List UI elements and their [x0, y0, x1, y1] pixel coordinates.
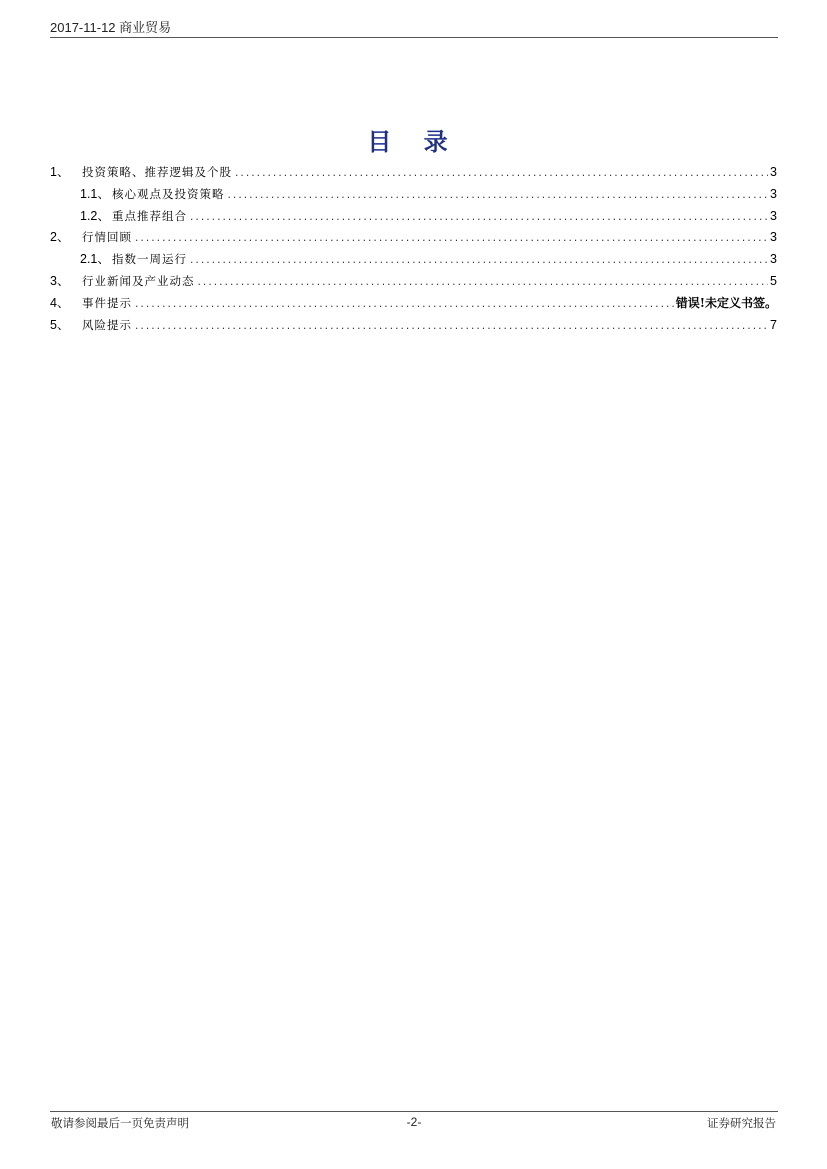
toc-entry-number: 1.2、 [80, 208, 110, 223]
toc-title: 目 录 [367, 128, 460, 156]
toc-entry-page: 7 [770, 317, 777, 332]
toc-leader-dots [227, 186, 769, 208]
footer-disclaimer: 敬请参阅最后一页免责声明 [51, 1116, 189, 1130]
toc-entry-title: 行情回顾 [82, 230, 132, 245]
toc-entry-number: 3、 [50, 273, 70, 288]
page-footer [50, 1111, 778, 1132]
toc-entry[interactable] [50, 271, 777, 293]
toc-entry[interactable] [50, 315, 777, 337]
toc-entry[interactable] [50, 206, 777, 228]
toc-entry-title: 行业新闻及产业动态 [82, 273, 195, 288]
toc-entry-page: 3 [770, 186, 777, 201]
toc-entry[interactable] [50, 184, 777, 206]
toc-entry-number: 1、 [50, 165, 70, 179]
toc-entry-number: 2.1、 [80, 252, 110, 267]
page-header [50, 20, 778, 38]
footer-page-number: -2- [406, 1115, 422, 1129]
toc-entry-number: 2、 [50, 230, 70, 245]
toc-entry-title: 投资策略、推荐逻辑及个股 [82, 165, 232, 179]
toc-entry-page: 3 [770, 252, 777, 267]
toc-entry-title: 风险提示 [82, 317, 132, 332]
toc-entry[interactable] [50, 227, 777, 249]
table-of-contents [50, 162, 777, 336]
toc-entry-page: 5 [770, 273, 777, 288]
toc-entry-page-error: 错误!未定义书签。 [675, 295, 777, 310]
toc-entry-page: 3 [770, 208, 777, 223]
toc-leader-dots [134, 295, 674, 317]
toc-entry[interactable] [50, 162, 777, 184]
toc-entry-number: 1.1、 [80, 186, 110, 201]
toc-entry-title: 核心观点及投资策略 [112, 186, 225, 201]
toc-leader-dots [189, 208, 768, 230]
toc-entry[interactable] [50, 249, 777, 271]
toc-leader-dots [134, 317, 768, 339]
toc-leader-dots [189, 251, 768, 273]
toc-leader-dots [134, 229, 768, 251]
toc-entry-number: 5、 [50, 317, 70, 332]
footer-brand: 证券研究报告 [707, 1116, 776, 1130]
toc-entry-title: 事件提示 [82, 295, 132, 310]
toc-entry-number: 4、 [50, 295, 70, 310]
toc-entry-page: 3 [770, 230, 777, 245]
toc-entry-title: 重点推荐组合 [112, 208, 187, 223]
toc-leader-dots [197, 273, 769, 295]
toc-entry-page: 3 [770, 165, 777, 179]
toc-leader-dots [234, 164, 768, 186]
toc-entry-title: 指数一周运行 [112, 252, 187, 267]
toc-entry[interactable] [50, 293, 777, 315]
header-title: 2017-11-12 商业贸易 [50, 20, 172, 35]
